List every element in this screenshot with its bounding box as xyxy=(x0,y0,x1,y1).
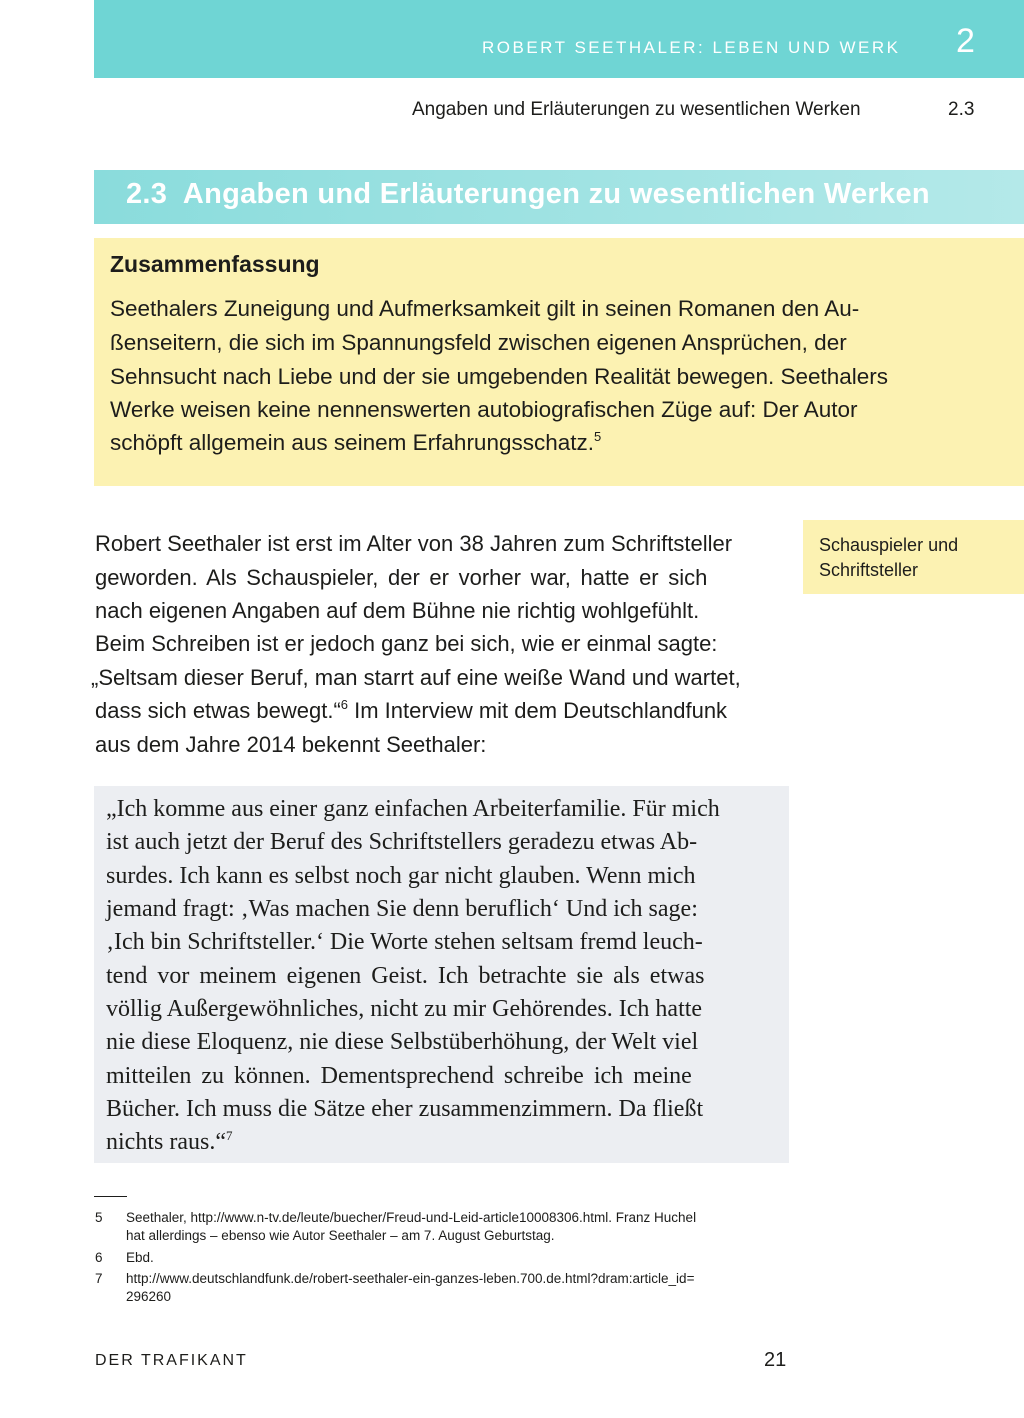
footnote-text: Seethaler, http://www.n-tv.de/leute/buecher/Freud-und-Leid-article10008306.html. Franz Huchel xyxy=(126,1210,697,1225)
body-text: Im Interview mit dem Deutschlandfunk xyxy=(348,698,728,723)
margin-note-line: Schriftsteller xyxy=(819,560,919,580)
footnote-text: 296260 xyxy=(126,1289,172,1304)
footnote-text: hat allerdings – ebenso wie Autor Seethaler – am 7. August Geburtstag. xyxy=(126,1228,555,1243)
body-line: Robert Seethaler ist erst im Alter von 38 Jahren zum Schriftsteller xyxy=(95,531,733,556)
margin-note-line: Schauspieler und xyxy=(819,535,959,555)
quote-line xyxy=(106,1130,232,1154)
book-title-footer: DER TRAFIKANT xyxy=(95,1352,248,1369)
chapter-title: ROBERT SEETHALER: LEBEN UND WERK xyxy=(482,38,901,57)
footnote-ref: 7 xyxy=(225,1128,233,1143)
running-head: Angaben und Erläuterungen zu wesentlichen Werken xyxy=(412,99,861,120)
footnote-number: 5 xyxy=(95,1210,103,1225)
summary-line xyxy=(110,429,602,455)
body-line: Beim Schreiben ist er jedoch ganz bei sich, wie er einmal sagte: xyxy=(95,631,718,656)
body-line xyxy=(95,697,728,723)
body-text: dass sich etwas bewegt.“ xyxy=(95,698,341,723)
quote-line: surdes. Ich kann es selbst noch gar nicht glauben. Wenn mich xyxy=(106,863,696,889)
footnote-number: 7 xyxy=(95,1271,103,1286)
footnote-ref: 5 xyxy=(594,429,602,444)
summary-text: schöpft allgemein aus seinem Erfahrungsschatz. xyxy=(110,430,595,455)
quote-line: nie diese Eloquenz, nie diese Selbstüberhöhung, der Welt viel xyxy=(106,1029,699,1055)
body-line: aus dem Jahre 2014 bekennt Seethaler: xyxy=(95,732,487,757)
quote-line: Bücher. Ich muss die Sätze eher zusammenzimmern. Da fließt xyxy=(106,1096,704,1122)
page-number: 21 xyxy=(764,1349,787,1371)
running-head-number: 2.3 xyxy=(948,99,975,120)
quote-line: ‚Ich bin Schriftsteller.‘ Die Worte stehen seltsam fremd leuch- xyxy=(106,929,703,955)
quote-line: ist auch jetzt der Beruf des Schriftstellers geradezu etwas Ab- xyxy=(106,829,698,855)
footnote-text: Ebd. xyxy=(126,1250,154,1265)
summary-line: ßenseitern, die sich im Spannungsfeld zwischen eigenen Ansprüchen, der xyxy=(110,330,847,355)
quote-line: „Ich komme aus einer ganz einfachen Arbeiterfamilie. Für mich xyxy=(106,796,720,822)
quote-line: mitteilen zu können. Dementsprechend schreibe ich meine xyxy=(106,1063,692,1089)
summary-line: Sehnsucht nach Liebe und der sie umgebenden Realität bewegen. Seethalers xyxy=(110,364,889,389)
quote-text: nichts raus.“ xyxy=(106,1129,226,1155)
footnote-number: 6 xyxy=(95,1250,103,1265)
body-line: nach eigenen Angaben auf dem Bühne nie richtig wohlgefühlt. xyxy=(95,598,700,623)
footnote-divider xyxy=(94,1196,127,1197)
footnote-text: http://www.deutschlandfunk.de/robert-seethaler-ein-ganzes-leben.700.de.html?dram:article_id= xyxy=(126,1271,695,1286)
section-title: 2.3 Angaben und Erläuterungen zu wesentlichen Werken xyxy=(126,178,930,210)
quote-line: tend vor meinem eigenen Geist. Ich betrachte sie als etwas xyxy=(106,963,705,989)
body-line: „Seltsam dieser Beruf, man starrt auf eine weiße Wand und wartet, xyxy=(91,665,741,690)
summary-line: Werke weisen keine nennenswerten autobiografischen Züge auf: Der Autor xyxy=(110,397,858,422)
summary-line: Seethalers Zuneigung und Aufmerksamkeit gilt in seinen Romanen den Au- xyxy=(110,296,860,321)
chapter-number: 2 xyxy=(956,22,975,60)
summary-heading: Zusammenfassung xyxy=(110,251,320,277)
footnote-ref: 6 xyxy=(340,697,349,712)
quote-line: jemand fragt: ‚Was machen Sie denn beruflich‘ Und ich sage: xyxy=(106,896,698,922)
margin-note xyxy=(803,520,1024,594)
quote-line: völlig Außergewöhnliches, nicht zu mir Gehörendes. Ich hatte xyxy=(106,996,703,1022)
body-line: geworden. Als Schauspieler, der er vorher war, hatte er sich xyxy=(95,565,708,590)
